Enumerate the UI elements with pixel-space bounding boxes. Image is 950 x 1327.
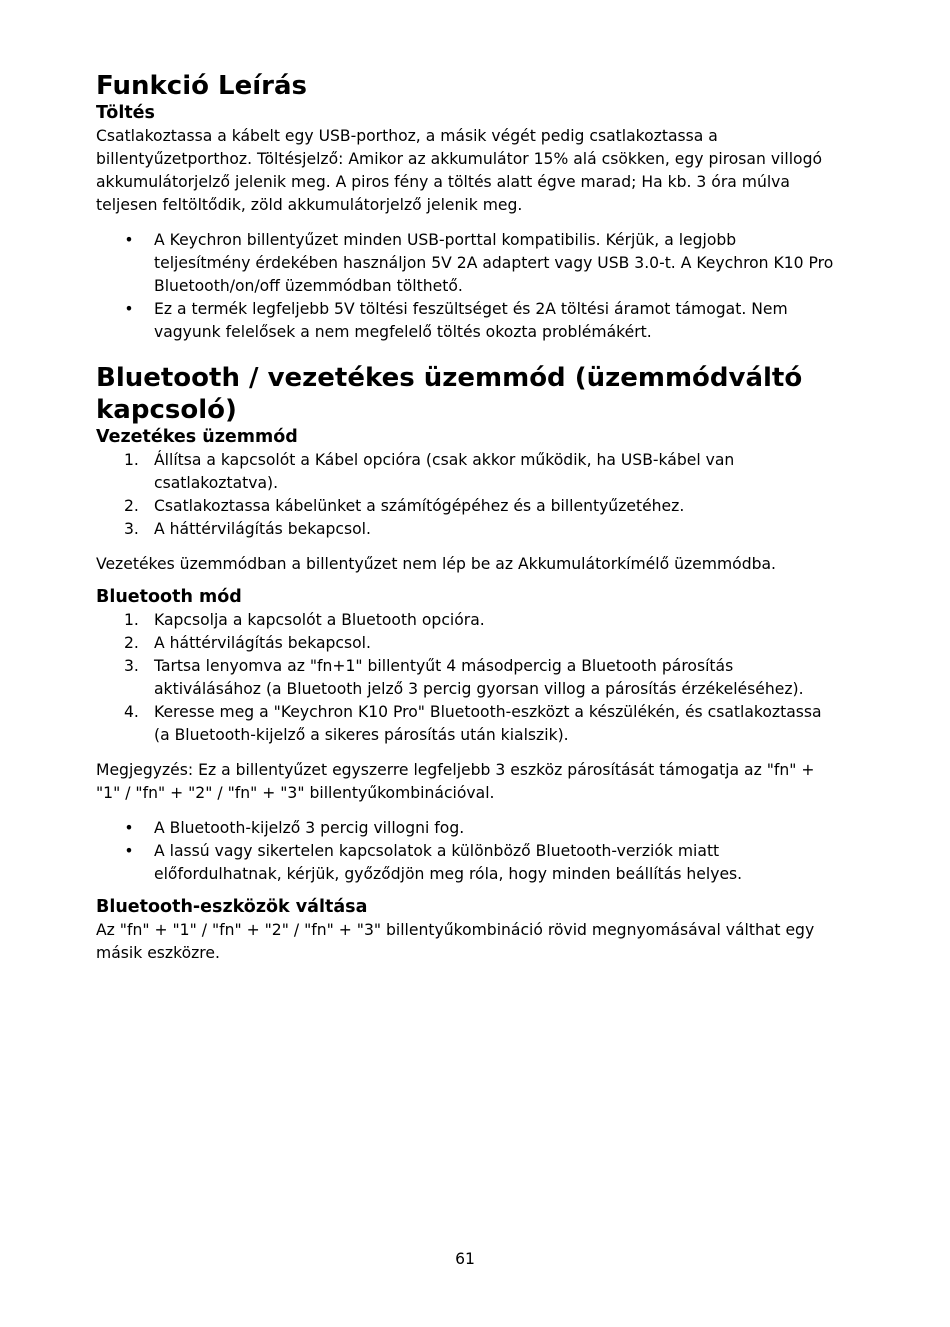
wired-steps-list bbox=[96, 449, 836, 541]
step-number: 1. bbox=[124, 451, 139, 469]
list-item bbox=[96, 632, 836, 655]
list-item bbox=[96, 655, 836, 701]
charging-paragraph: Csatlakoztassa a kábelt egy USB-porthoz, a másik végét pedig csatlakoztassa a billentyűzetporthoz. Töltésjelző: Amikor az akkumulátor 15% alá csökken, egy pirosan villogó akkumulátorjelző jelenik meg. A piros fény a töltés alatt égve marad; Ha kb. 3 óra múlva teljesen feltöltődik, zöld akkumulátorjelző jelenik meg. bbox=[96, 127, 823, 214]
list-item bbox=[96, 840, 836, 886]
list-item-text: A háttérvilágítás bekapcsol. bbox=[154, 634, 371, 652]
charging-heading: Töltés bbox=[96, 103, 155, 123]
page-title: Funkció Leírás bbox=[96, 71, 307, 101]
bullet-icon: • bbox=[124, 231, 134, 249]
bluetooth-mode-heading: Bluetooth mód bbox=[96, 587, 242, 607]
bluetooth-steps-list bbox=[96, 609, 836, 747]
switching-devices-paragraph: Az "fn" + "1" / "fn" + "2" / "fn" + "3" billentyűkombináció rövid megnyomásával válthat egy másik eszközre. bbox=[96, 921, 815, 962]
list-item bbox=[96, 298, 836, 344]
list-item bbox=[96, 495, 836, 518]
list-item-text: Keresse meg a "Keychron K10 Pro" Bluetooth-eszközt a készülékén, és csatlakoztassa (a Bluetooth-kijelző a sikeres párosítás után kialszik). bbox=[154, 703, 822, 744]
step-number: 4. bbox=[124, 703, 139, 721]
list-item bbox=[96, 449, 836, 495]
list-item-text: A Keychron billentyűzet minden USB-porttal kompatibilis. Kérjük, a legjobb teljesítmény érdekében használjon 5V 2A adaptert vagy USB 3.0-t. A Keychron K10 Pro Bluetooth/on/off üzemmódban tölthető. bbox=[154, 231, 834, 295]
list-item-text: A lassú vagy sikertelen kapcsolatok a különböző Bluetooth-verziók miatt előfordulhatnak, kérjük, győződjön meg róla, hogy minden beállítás helyes. bbox=[154, 842, 743, 883]
list-item bbox=[96, 701, 836, 747]
charging-bullet-list bbox=[96, 229, 836, 344]
step-number: 3. bbox=[124, 520, 139, 538]
wired-mode-note: Vezetékes üzemmódban a billentyűzet nem lép be az Akkumulátorkímélő üzemmódba. bbox=[96, 555, 777, 573]
list-item-text: A Bluetooth-kijelző 3 percig villogni fog. bbox=[154, 819, 465, 837]
page-number: 61 bbox=[455, 1250, 475, 1268]
mode-section-title: Bluetooth / vezetékes üzemmód (üzemmódváltó kapcsoló) bbox=[96, 363, 803, 425]
bullet-icon: • bbox=[124, 819, 134, 837]
bullet-icon: • bbox=[124, 842, 134, 860]
step-number: 2. bbox=[124, 497, 139, 515]
bullet-icon: • bbox=[124, 300, 134, 318]
list-item bbox=[96, 518, 836, 541]
switching-devices-heading: Bluetooth-eszközök váltása bbox=[96, 897, 368, 917]
step-number: 1. bbox=[124, 611, 139, 629]
list-item-text: A háttérvilágítás bekapcsol. bbox=[154, 520, 371, 538]
list-item-text: Kapcsolja a kapcsolót a Bluetooth opcióra. bbox=[154, 611, 485, 629]
bluetooth-bullet-list bbox=[96, 817, 836, 886]
list-item-text: Tartsa lenyomva az "fn+1" billentyűt 4 másodpercig a Bluetooth párosítás aktiválásához (a Bluetooth jelző 3 percig gyorsan villog a párosítás érzékeléséhez). bbox=[154, 657, 804, 698]
step-number: 2. bbox=[124, 634, 139, 652]
list-item bbox=[96, 609, 836, 632]
wired-mode-heading: Vezetékes üzemmód bbox=[96, 427, 298, 447]
list-item-text: Ez a termék legfeljebb 5V töltési feszültséget és 2A töltési áramot támogat. Nem vagyunk felelősek a nem megfelelő töltés okozta problémákért. bbox=[154, 300, 788, 341]
document-page bbox=[96, 70, 836, 965]
step-number: 3. bbox=[124, 657, 139, 675]
list-item bbox=[96, 229, 836, 298]
bluetooth-note: Megjegyzés: Ez a billentyűzet egyszerre legfeljebb 3 eszköz párosítását támogatja az "fn" + "1" / "fn" + "2" / "fn" + "3" billentyűkombinációval. bbox=[96, 761, 815, 802]
list-item-text: Csatlakoztassa kábelünket a számítógépéhez és a billentyűzetéhez. bbox=[154, 497, 685, 515]
list-item bbox=[96, 817, 836, 840]
list-item-text: Állítsa a kapcsolót a Kábel opcióra (csak akkor működik, ha USB-kábel van csatlakoztatva). bbox=[154, 451, 735, 492]
